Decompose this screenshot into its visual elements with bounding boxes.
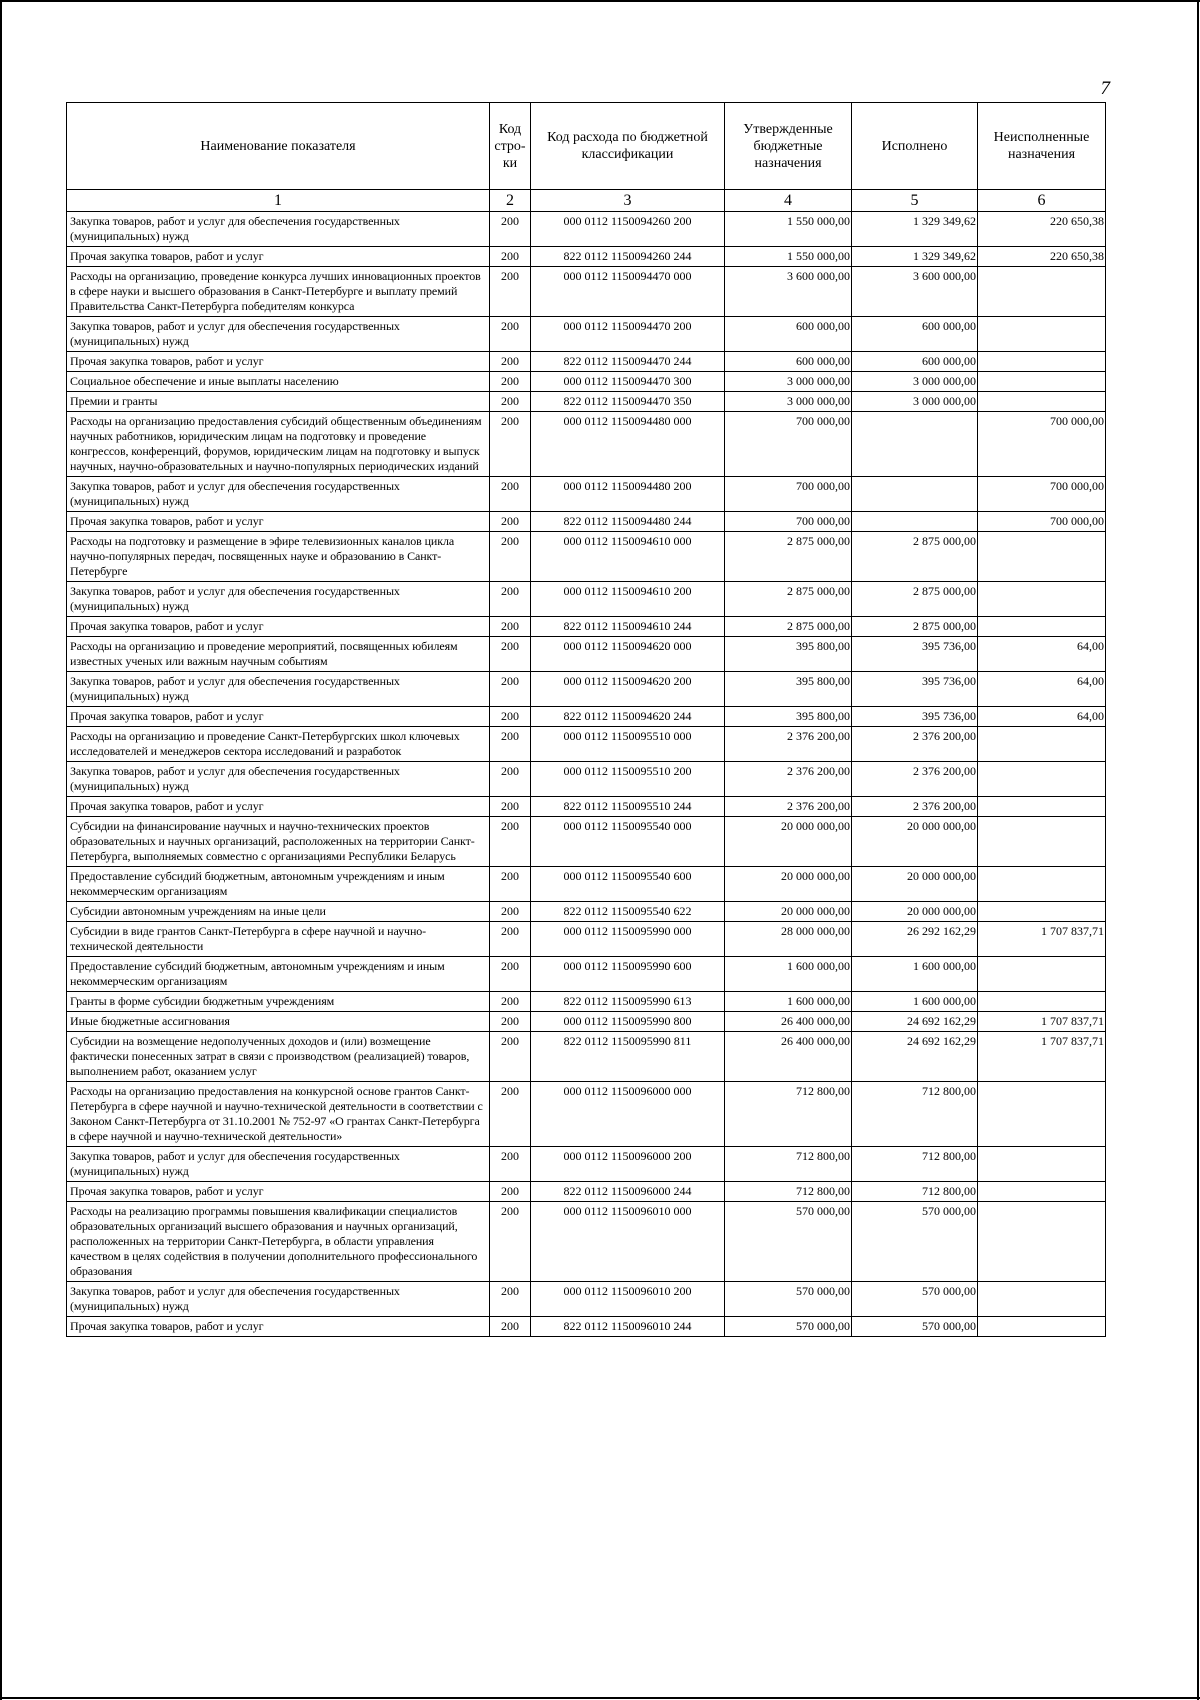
approved-amount-cell: 570 000,00 [725,1282,852,1317]
table-row [67,352,1106,372]
executed-amount-cell: 1 600 000,00 [852,992,978,1012]
indicator-name-cell: Премии и гранты [67,392,490,412]
column-number: 4 [725,190,852,212]
unexecuted-amount-cell: 1 707 837,71 [978,1032,1106,1082]
indicator-name-cell: Прочая закупка товаров, работ и услуг [67,247,490,267]
table-row [67,582,1106,617]
table-row [67,867,1106,902]
indicator-name-cell: Иные бюджетные ассигнования [67,1012,490,1032]
executed-amount-cell: 600 000,00 [852,317,978,352]
line-code-cell: 200 [490,582,531,617]
budget-code-cell: 822 0112 1150095990 613 [531,992,725,1012]
approved-amount-cell: 700 000,00 [725,412,852,477]
line-code-cell: 200 [490,797,531,817]
unexecuted-amount-cell: 700 000,00 [978,512,1106,532]
indicator-name-cell: Расходы на подготовку и размещение в эфире телевизионных каналов цикла научно-популярных передач, посвященных науке и образованию в Санкт-Петербурге [67,532,490,582]
executed-amount-cell: 1 600 000,00 [852,957,978,992]
approved-amount-cell: 3 600 000,00 [725,267,852,317]
indicator-name-cell: Гранты в форме субсидии бюджетным учреждениям [67,992,490,1012]
indicator-name-cell: Расходы на организацию и проведение Санкт-Петербургских школ ключевых исследователей и менеджеров сектора исследований и разработок [67,727,490,762]
unexecuted-amount-cell: 1 707 837,71 [978,1012,1106,1032]
line-code-cell: 200 [490,1182,531,1202]
unexecuted-amount-cell [978,317,1106,352]
line-code-cell: 200 [490,1282,531,1317]
approved-amount-cell: 1 600 000,00 [725,957,852,992]
indicator-name-cell: Закупка товаров, работ и услуг для обеспечения государственных (муниципальных) нужд [67,582,490,617]
budget-code-cell: 822 0112 1150095540 622 [531,902,725,922]
approved-amount-cell: 2 875 000,00 [725,582,852,617]
unexecuted-amount-cell [978,762,1106,797]
table-row [67,637,1106,672]
indicator-name-cell: Закупка товаров, работ и услуг для обеспечения государственных (муниципальных) нужд [67,1282,490,1317]
unexecuted-amount-cell [978,1082,1106,1147]
table-row [67,392,1106,412]
approved-amount-cell: 712 800,00 [725,1182,852,1202]
budget-code-cell: 000 0112 1150095990 800 [531,1012,725,1032]
budget-code-cell: 000 0112 1150095540 600 [531,867,725,902]
unexecuted-amount-cell [978,532,1106,582]
line-code-cell: 200 [490,392,531,412]
line-code-cell: 200 [490,267,531,317]
line-code-cell: 200 [490,902,531,922]
executed-amount-cell: 20 000 000,00 [852,867,978,902]
indicator-name-cell: Закупка товаров, работ и услуг для обеспечения государственных (муниципальных) нужд [67,212,490,247]
unexecuted-amount-cell [978,992,1106,1012]
budget-code-cell: 000 0112 1150096010 000 [531,1202,725,1282]
line-code-cell: 200 [490,372,531,392]
line-code-cell: 200 [490,477,531,512]
budget-code-cell: 000 0112 1150094610 200 [531,582,725,617]
executed-amount-cell: 600 000,00 [852,352,978,372]
executed-amount-cell: 712 800,00 [852,1182,978,1202]
budget-code-cell: 000 0112 1150095990 000 [531,922,725,957]
table-row [67,992,1106,1012]
approved-amount-cell: 712 800,00 [725,1082,852,1147]
indicator-name-cell: Закупка товаров, работ и услуг для обеспечения государственных (муниципальных) нужд [67,317,490,352]
column-number: 6 [978,190,1106,212]
approved-amount-cell: 20 000 000,00 [725,867,852,902]
budget-code-cell: 000 0112 1150095510 000 [531,727,725,762]
column-number: 2 [490,190,531,212]
executed-amount-cell: 26 292 162,29 [852,922,978,957]
executed-amount-cell [852,477,978,512]
indicator-name-cell: Прочая закупка товаров, работ и услуг [67,617,490,637]
approved-amount-cell: 3 000 000,00 [725,392,852,412]
unexecuted-amount-cell [978,392,1106,412]
indicator-name-cell: Прочая закупка товаров, работ и услуг [67,352,490,372]
approved-amount-cell: 600 000,00 [725,317,852,352]
line-code-cell: 200 [490,707,531,727]
line-code-cell: 200 [490,617,531,637]
line-code-cell: 200 [490,957,531,992]
unexecuted-amount-cell: 220 650,38 [978,247,1106,267]
table-row [67,617,1106,637]
budget-code-cell: 822 0112 1150094260 244 [531,247,725,267]
line-code-cell: 200 [490,817,531,867]
executed-amount-cell [852,412,978,477]
unexecuted-amount-cell [978,1282,1106,1317]
table-row [67,372,1106,392]
approved-amount-cell: 600 000,00 [725,352,852,372]
executed-amount-cell: 3 600 000,00 [852,267,978,317]
executed-amount-cell: 2 875 000,00 [852,617,978,637]
executed-amount-cell: 395 736,00 [852,637,978,672]
unexecuted-amount-cell [978,352,1106,372]
unexecuted-amount-cell [978,617,1106,637]
frame-top-line [0,0,1200,2]
indicator-name-cell: Расходы на организацию, проведение конкурса лучших инновационных проектов в сфере науки и высшего образования в Санкт-Петербурге и выплату премий Правительства Санкт-Петербурга победителям конкурса [67,267,490,317]
approved-amount-cell: 1 550 000,00 [725,212,852,247]
indicator-name-cell: Предоставление субсидий бюджетным, автономным учреждениям и иным некоммерческим организациям [67,867,490,902]
line-code-cell: 200 [490,1082,531,1147]
unexecuted-amount-cell [978,1182,1106,1202]
executed-amount-cell: 3 000 000,00 [852,372,978,392]
executed-amount-cell: 2 376 200,00 [852,727,978,762]
budget-code-cell: 000 0112 1150094470 200 [531,317,725,352]
unexecuted-amount-cell [978,1147,1106,1182]
line-code-cell: 200 [490,672,531,707]
budget-execution-table [66,102,1106,1337]
table-row [67,817,1106,867]
budget-code-cell: 822 0112 1150095990 811 [531,1032,725,1082]
table-row [67,1182,1106,1202]
approved-amount-cell: 2 376 200,00 [725,727,852,762]
approved-amount-cell: 26 400 000,00 [725,1012,852,1032]
budget-code-cell: 000 0112 1150094260 200 [531,212,725,247]
indicator-name-cell: Прочая закупка товаров, работ и услуг [67,1317,490,1337]
budget-code-cell: 000 0112 1150095990 600 [531,957,725,992]
approved-amount-cell: 570 000,00 [725,1317,852,1337]
table-row [67,957,1106,992]
unexecuted-amount-cell [978,817,1106,867]
column-number-row [67,190,1106,212]
indicator-name-cell: Субсидии на возмещение недополученных доходов и (или) возмещение фактически понесенных затрат в связи с производством (реализацией) товаров, выполнением работ, оказанием услуг [67,1032,490,1082]
approved-amount-cell: 700 000,00 [725,477,852,512]
budget-code-cell: 000 0112 1150094620 000 [531,637,725,672]
table-row [67,1282,1106,1317]
line-code-cell: 200 [490,212,531,247]
unexecuted-amount-cell: 700 000,00 [978,412,1106,477]
table-row [67,902,1106,922]
executed-amount-cell: 570 000,00 [852,1317,978,1337]
indicator-name-cell: Закупка товаров, работ и услуг для обеспечения государственных (муниципальных) нужд [67,762,490,797]
indicator-name-cell: Субсидии на финансирование научных и научно-технических проектов образовательных и научных организаций, расположенных на территории Санкт-Петербурга, выполняемых совместно с организациями Республики Беларусь [67,817,490,867]
executed-amount-cell: 20 000 000,00 [852,902,978,922]
unexecuted-amount-cell: 64,00 [978,672,1106,707]
table-row [67,247,1106,267]
indicator-name-cell: Закупка товаров, работ и услуг для обеспечения государственных (муниципальных) нужд [67,672,490,707]
executed-amount-cell: 2 875 000,00 [852,582,978,617]
table-row [67,797,1106,817]
approved-amount-cell: 2 376 200,00 [725,762,852,797]
line-code-cell: 200 [490,1032,531,1082]
indicator-name-cell: Расходы на организацию предоставления на конкурсной основе грантов Санкт-Петербурга в сфере научной и научно-технической деятельности в соответствии с Законом Санкт-Петербурга от 31.10.2001 № 752-97 «О грантах Санкт-Петербурга в сфере научной и научно-технической деятельности» [67,1082,490,1147]
frame-right-line [1197,0,1199,1700]
budget-code-cell: 000 0112 1150096010 200 [531,1282,725,1317]
budget-code-cell: 822 0112 1150094480 244 [531,512,725,532]
budget-code-cell: 000 0112 1150094480 200 [531,477,725,512]
unexecuted-amount-cell: 64,00 [978,637,1106,672]
line-code-cell: 200 [490,1012,531,1032]
line-code-cell: 200 [490,512,531,532]
indicator-name-cell: Закупка товаров, работ и услуг для обеспечения государственных (муниципальных) нужд [67,1147,490,1182]
unexecuted-amount-cell: 1 707 837,71 [978,922,1106,957]
budget-code-cell: 000 0112 1150096000 200 [531,1147,725,1182]
executed-amount-cell: 2 875 000,00 [852,532,978,582]
executed-amount-cell: 2 376 200,00 [852,797,978,817]
indicator-name-cell: Субсидии в виде грантов Санкт-Петербурга в сфере научной и научно-технической деятельности [67,922,490,957]
indicator-name-cell: Расходы на организацию предоставления субсидий общественным объединениям научных работников, юридическим лицам на подготовку и проведение конгрессов, конференций, форумов, юридическим лицам на подготовку и выпуск научных, научно-образовательных и научно-популярных периодических изданий [67,412,490,477]
unexecuted-amount-cell: 64,00 [978,707,1106,727]
header-approved: Утвержденные бюджетные назначения [725,103,852,190]
approved-amount-cell: 395 800,00 [725,707,852,727]
indicator-name-cell: Расходы на организацию и проведение мероприятий, посвященных юбилеям известных ученых или важным научным событиям [67,637,490,672]
table-row [67,1317,1106,1337]
line-code-cell: 200 [490,352,531,372]
table-row [67,922,1106,957]
executed-amount-cell: 3 000 000,00 [852,392,978,412]
approved-amount-cell: 2 376 200,00 [725,797,852,817]
approved-amount-cell: 395 800,00 [725,637,852,672]
unexecuted-amount-cell [978,1317,1106,1337]
executed-amount-cell: 2 376 200,00 [852,762,978,797]
column-number: 3 [531,190,725,212]
line-code-cell: 200 [490,532,531,582]
executed-amount-cell: 24 692 162,29 [852,1012,978,1032]
page-number: 7 [1100,78,1110,99]
frame-left-line [0,0,2,1700]
table-row [67,707,1106,727]
line-code-cell: 200 [490,992,531,1012]
table-row [67,672,1106,707]
indicator-name-cell: Прочая закупка товаров, работ и услуг [67,1182,490,1202]
approved-amount-cell: 1 550 000,00 [725,247,852,267]
budget-code-cell: 822 0112 1150096000 244 [531,1182,725,1202]
executed-amount-cell: 395 736,00 [852,672,978,707]
approved-amount-cell: 1 600 000,00 [725,992,852,1012]
budget-code-cell: 000 0112 1150094470 000 [531,267,725,317]
indicator-name-cell: Закупка товаров, работ и услуг для обеспечения государственных (муниципальных) нужд [67,477,490,512]
line-code-cell: 200 [490,867,531,902]
table-row [67,762,1106,797]
indicator-name-cell: Прочая закупка товаров, работ и услуг [67,797,490,817]
header-executed: Исполнено [852,103,978,190]
unexecuted-amount-cell [978,797,1106,817]
header-line-code: Код стро-ки [490,103,531,190]
table-row [67,1202,1106,1282]
line-code-cell: 200 [490,247,531,267]
unexecuted-amount-cell [978,957,1106,992]
table-row [67,317,1106,352]
line-code-cell: 200 [490,1147,531,1182]
indicator-name-cell: Прочая закупка товаров, работ и услуг [67,707,490,727]
table-row [67,512,1106,532]
column-number: 1 [67,190,490,212]
budget-code-cell: 822 0112 1150094470 350 [531,392,725,412]
executed-amount-cell: 395 736,00 [852,707,978,727]
table-row [67,412,1106,477]
table-row [67,1012,1106,1032]
budget-code-cell: 822 0112 1150094470 244 [531,352,725,372]
approved-amount-cell: 26 400 000,00 [725,1032,852,1082]
line-code-cell: 200 [490,1202,531,1282]
table-row [67,267,1106,317]
executed-amount-cell: 1 329 349,62 [852,212,978,247]
table-row [67,532,1106,582]
budget-code-cell: 000 0112 1150094480 000 [531,412,725,477]
approved-amount-cell: 20 000 000,00 [725,902,852,922]
header-budget-code: Код расхода по бюджетной классификации [531,103,725,190]
unexecuted-amount-cell: 220 650,38 [978,212,1106,247]
unexecuted-amount-cell [978,267,1106,317]
budget-code-cell: 822 0112 1150094620 244 [531,707,725,727]
budget-code-cell: 822 0112 1150096010 244 [531,1317,725,1337]
approved-amount-cell: 570 000,00 [725,1202,852,1282]
executed-amount-cell: 1 329 349,62 [852,247,978,267]
budget-code-cell: 822 0112 1150095510 244 [531,797,725,817]
indicator-name-cell: Социальное обеспечение и иные выплаты населению [67,372,490,392]
header-unexecuted: Неисполненные назначения [978,103,1106,190]
approved-amount-cell: 700 000,00 [725,512,852,532]
unexecuted-amount-cell [978,727,1106,762]
column-number: 5 [852,190,978,212]
table-body [67,212,1106,1337]
budget-code-cell: 000 0112 1150096000 000 [531,1082,725,1147]
unexecuted-amount-cell: 700 000,00 [978,477,1106,512]
budget-code-cell: 000 0112 1150094610 000 [531,532,725,582]
approved-amount-cell: 712 800,00 [725,1147,852,1182]
approved-amount-cell: 2 875 000,00 [725,532,852,582]
indicator-name-cell: Прочая закупка товаров, работ и услуг [67,512,490,532]
unexecuted-amount-cell [978,867,1106,902]
approved-amount-cell: 3 000 000,00 [725,372,852,392]
executed-amount-cell: 570 000,00 [852,1282,978,1317]
line-code-cell: 200 [490,1317,531,1337]
indicator-name-cell: Расходы на реализацию программы повышения квалификации специалистов образовательных организаций высшего образования и научных организаций, расположенных на территории Санкт-Петербурга, в области управления качеством в целях содействия в получении дополнительного профессионального образования [67,1202,490,1282]
budget-code-cell: 000 0112 1150095510 200 [531,762,725,797]
executed-amount-cell: 24 692 162,29 [852,1032,978,1082]
table-row [67,1082,1106,1147]
line-code-cell: 200 [490,727,531,762]
table-row [67,727,1106,762]
indicator-name-cell: Субсидии автономным учреждениям на иные цели [67,902,490,922]
line-code-cell: 200 [490,762,531,797]
budget-code-cell: 822 0112 1150094610 244 [531,617,725,637]
header-indicator-name: Наименование показателя [67,103,490,190]
executed-amount-cell [852,512,978,532]
table-row [67,1147,1106,1182]
line-code-cell: 200 [490,317,531,352]
header-row [67,103,1106,190]
budget-code-cell: 000 0112 1150095540 000 [531,817,725,867]
frame-bottom-line [0,1697,1200,1699]
unexecuted-amount-cell [978,582,1106,617]
line-code-cell: 200 [490,922,531,957]
indicator-name-cell: Предоставление субсидий бюджетным, автономным учреждениям и иным некоммерческим организациям [67,957,490,992]
approved-amount-cell: 20 000 000,00 [725,817,852,867]
approved-amount-cell: 28 000 000,00 [725,922,852,957]
executed-amount-cell: 570 000,00 [852,1202,978,1282]
executed-amount-cell: 712 800,00 [852,1147,978,1182]
unexecuted-amount-cell [978,372,1106,392]
budget-code-cell: 000 0112 1150094620 200 [531,672,725,707]
table-row [67,477,1106,512]
approved-amount-cell: 2 875 000,00 [725,617,852,637]
line-code-cell: 200 [490,412,531,477]
line-code-cell: 200 [490,637,531,672]
executed-amount-cell: 712 800,00 [852,1082,978,1147]
table-row [67,212,1106,247]
approved-amount-cell: 395 800,00 [725,672,852,707]
unexecuted-amount-cell [978,1202,1106,1282]
executed-amount-cell: 20 000 000,00 [852,817,978,867]
unexecuted-amount-cell [978,902,1106,922]
budget-code-cell: 000 0112 1150094470 300 [531,372,725,392]
table-row [67,1032,1106,1082]
